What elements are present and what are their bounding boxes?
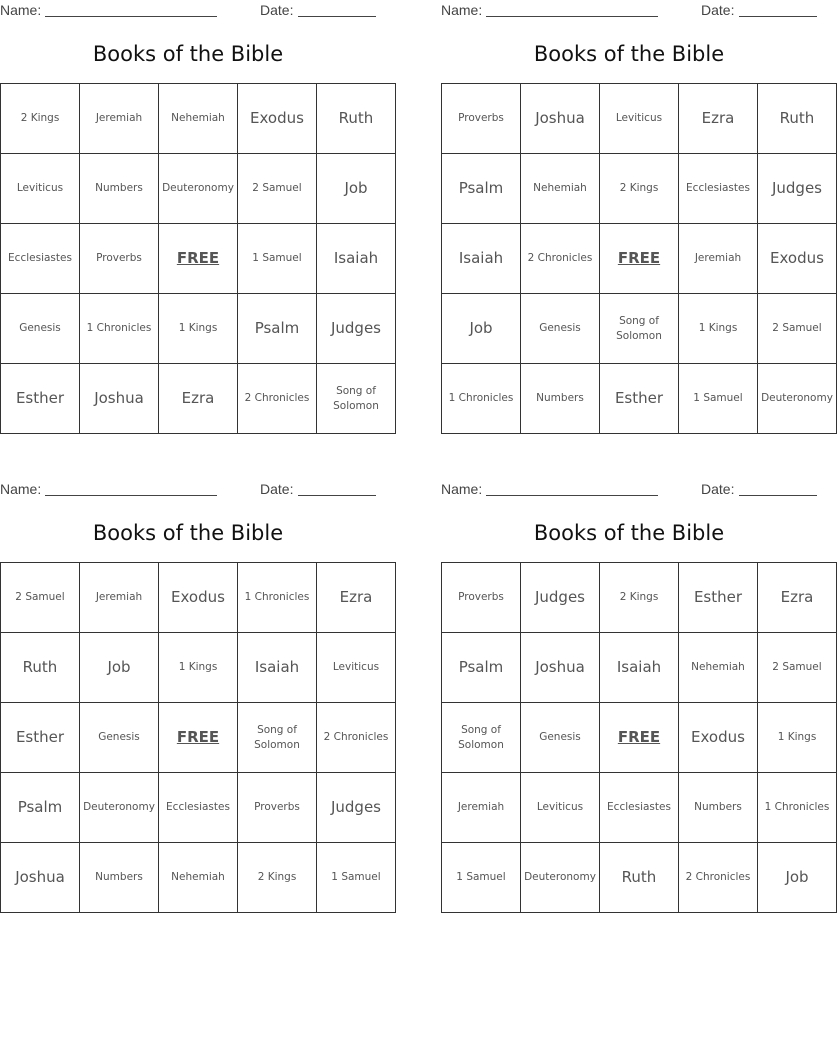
free-space: FREE bbox=[159, 703, 238, 773]
bingo-cell: Proverbs bbox=[442, 84, 521, 154]
bingo-cell: 1 Kings bbox=[159, 294, 238, 364]
grid-row bbox=[442, 633, 837, 703]
bingo-cell: 1 Kings bbox=[679, 294, 758, 364]
grid-row bbox=[1, 154, 396, 224]
bingo-cell: 1 Samuel bbox=[679, 364, 758, 434]
bingo-cell: Song of Solomon bbox=[600, 294, 679, 364]
bingo-cell: Psalm bbox=[238, 294, 317, 364]
bingo-cell: Isaiah bbox=[317, 224, 396, 294]
grid-row bbox=[1, 773, 396, 843]
free-space: FREE bbox=[159, 224, 238, 294]
bingo-cell: Ezra bbox=[159, 364, 238, 434]
bingo-cell: Nehemiah bbox=[159, 84, 238, 154]
bingo-cell: 2 Samuel bbox=[758, 633, 837, 703]
bingo-cell: Joshua bbox=[1, 843, 80, 913]
bingo-cell: Deuteronomy bbox=[521, 843, 600, 913]
bingo-grid bbox=[0, 83, 396, 434]
bingo-cell: Joshua bbox=[521, 84, 600, 154]
bingo-cell: Jeremiah bbox=[679, 224, 758, 294]
card-title: Books of the Bible bbox=[92, 521, 284, 545]
name-date-row bbox=[441, 2, 817, 22]
bingo-cell: Song of Solomon bbox=[317, 364, 396, 434]
bingo-cell: Numbers bbox=[679, 773, 758, 843]
date-label: Date: bbox=[701, 2, 735, 18]
grid-row bbox=[1, 563, 396, 633]
bingo-cell: Leviticus bbox=[600, 84, 679, 154]
bingo-cell: 2 Samuel bbox=[1, 563, 80, 633]
grid-row bbox=[442, 773, 837, 843]
bingo-cell: Esther bbox=[1, 703, 80, 773]
bingo-cell: Deuteronomy bbox=[758, 364, 837, 434]
bingo-cell: 1 Samuel bbox=[317, 843, 396, 913]
bingo-cell: Genesis bbox=[1, 294, 80, 364]
bingo-cell: 1 Samuel bbox=[442, 843, 521, 913]
name-date-row bbox=[0, 2, 376, 22]
bingo-cell: Judges bbox=[521, 563, 600, 633]
bingo-cell: Job bbox=[442, 294, 521, 364]
bingo-cell: Job bbox=[80, 633, 159, 703]
bingo-cell: Ezra bbox=[758, 563, 837, 633]
bingo-cell: Joshua bbox=[80, 364, 159, 434]
grid-row bbox=[1, 294, 396, 364]
grid-row bbox=[1, 633, 396, 703]
name-blank-line bbox=[486, 16, 658, 17]
date-blank-line bbox=[298, 495, 376, 496]
bingo-cell: Proverbs bbox=[238, 773, 317, 843]
date-blank-line bbox=[298, 16, 376, 17]
bingo-cell: Isaiah bbox=[442, 224, 521, 294]
bingo-cell: Exodus bbox=[159, 563, 238, 633]
grid-row bbox=[1, 843, 396, 913]
bingo-grid bbox=[441, 83, 837, 434]
bingo-cell: Genesis bbox=[521, 294, 600, 364]
bingo-cell: Numbers bbox=[80, 843, 159, 913]
bingo-cell: Ecclesiastes bbox=[1, 224, 80, 294]
name-label: Name: bbox=[441, 2, 483, 18]
grid-row bbox=[1, 224, 396, 294]
bingo-cell: Nehemiah bbox=[159, 843, 238, 913]
bingo-cell: Esther bbox=[679, 563, 758, 633]
bingo-cell: Numbers bbox=[80, 154, 159, 224]
bingo-cell: 2 Kings bbox=[600, 154, 679, 224]
card-title: Books of the Bible bbox=[92, 42, 284, 66]
grid-row bbox=[442, 563, 837, 633]
grid-row bbox=[442, 224, 837, 294]
grid-row bbox=[442, 84, 837, 154]
bingo-cell: Psalm bbox=[442, 633, 521, 703]
bingo-cell: Nehemiah bbox=[679, 633, 758, 703]
bingo-cell: Song of Solomon bbox=[442, 703, 521, 773]
bingo-cell: Joshua bbox=[521, 633, 600, 703]
grid-row bbox=[442, 364, 837, 434]
bingo-cell: 2 Kings bbox=[600, 563, 679, 633]
date-label: Date: bbox=[260, 481, 294, 497]
bingo-grid bbox=[0, 562, 396, 913]
bingo-cell: 2 Chronicles bbox=[521, 224, 600, 294]
bingo-cell: Isaiah bbox=[600, 633, 679, 703]
bingo-cell: Job bbox=[758, 843, 837, 913]
grid-row bbox=[1, 703, 396, 773]
bingo-cell: Exodus bbox=[758, 224, 837, 294]
grid-row bbox=[442, 843, 837, 913]
bingo-card bbox=[441, 0, 833, 440]
date-blank-line bbox=[739, 16, 817, 17]
date-label: Date: bbox=[260, 2, 294, 18]
date-label: Date: bbox=[701, 481, 735, 497]
bingo-cell: Deuteronomy bbox=[159, 154, 238, 224]
bingo-cell: Ecclesiastes bbox=[600, 773, 679, 843]
bingo-cell: Exodus bbox=[238, 84, 317, 154]
bingo-cell: 1 Chronicles bbox=[758, 773, 837, 843]
bingo-cell: 2 Kings bbox=[238, 843, 317, 913]
free-space: FREE bbox=[600, 703, 679, 773]
bingo-grid bbox=[441, 562, 837, 913]
bingo-cell: 1 Kings bbox=[758, 703, 837, 773]
bingo-cell: 1 Chronicles bbox=[80, 294, 159, 364]
bingo-cell: Ezra bbox=[317, 563, 396, 633]
bingo-cell: Ruth bbox=[600, 843, 679, 913]
bingo-cell: Song of Solomon bbox=[238, 703, 317, 773]
bingo-cell: Numbers bbox=[521, 364, 600, 434]
bingo-card bbox=[0, 0, 382, 440]
bingo-cell: Leviticus bbox=[1, 154, 80, 224]
bingo-cell: Psalm bbox=[442, 154, 521, 224]
bingo-cell: Ruth bbox=[758, 84, 837, 154]
name-label: Name: bbox=[0, 2, 42, 18]
bingo-cell: Genesis bbox=[521, 703, 600, 773]
free-space: FREE bbox=[600, 224, 679, 294]
grid-row bbox=[442, 154, 837, 224]
bingo-cell: Genesis bbox=[80, 703, 159, 773]
bingo-cell: Ruth bbox=[1, 633, 80, 703]
bingo-cell: 2 Kings bbox=[1, 84, 80, 154]
bingo-cell: Job bbox=[317, 154, 396, 224]
bingo-cell: Judges bbox=[758, 154, 837, 224]
bingo-cell: Ecclesiastes bbox=[679, 154, 758, 224]
bingo-cell: 1 Chronicles bbox=[238, 563, 317, 633]
bingo-cell: Ecclesiastes bbox=[159, 773, 238, 843]
bingo-cell: Jeremiah bbox=[80, 563, 159, 633]
bingo-cell: Proverbs bbox=[442, 563, 521, 633]
bingo-cell: Judges bbox=[317, 773, 396, 843]
bingo-cell: Esther bbox=[600, 364, 679, 434]
bingo-cell: Isaiah bbox=[238, 633, 317, 703]
bingo-cell: 2 Chronicles bbox=[317, 703, 396, 773]
bingo-cell: 1 Samuel bbox=[238, 224, 317, 294]
card-title: Books of the Bible bbox=[533, 42, 725, 66]
name-date-row bbox=[441, 481, 817, 501]
bingo-cell: Nehemiah bbox=[521, 154, 600, 224]
bingo-cell: Jeremiah bbox=[442, 773, 521, 843]
bingo-cell: Proverbs bbox=[80, 224, 159, 294]
bingo-cell: Jeremiah bbox=[80, 84, 159, 154]
name-blank-line bbox=[486, 495, 658, 496]
name-label: Name: bbox=[441, 481, 483, 497]
card-title: Books of the Bible bbox=[533, 521, 725, 545]
bingo-cell: Ruth bbox=[317, 84, 396, 154]
bingo-cell: Leviticus bbox=[521, 773, 600, 843]
bingo-cell: Leviticus bbox=[317, 633, 396, 703]
bingo-cell: 2 Samuel bbox=[758, 294, 837, 364]
bingo-card bbox=[0, 479, 389, 919]
bingo-cell: Deuteronomy bbox=[80, 773, 159, 843]
bingo-cell: Judges bbox=[317, 294, 396, 364]
bingo-cell: 1 Chronicles bbox=[442, 364, 521, 434]
bingo-cell: 1 Kings bbox=[159, 633, 238, 703]
grid-row bbox=[1, 84, 396, 154]
grid-row bbox=[442, 294, 837, 364]
bingo-cell: 2 Samuel bbox=[238, 154, 317, 224]
bingo-card bbox=[441, 479, 830, 919]
bingo-cell: Esther bbox=[1, 364, 80, 434]
name-blank-line bbox=[45, 495, 217, 496]
bingo-cell: 2 Chronicles bbox=[238, 364, 317, 434]
date-blank-line bbox=[739, 495, 817, 496]
grid-row bbox=[1, 364, 396, 434]
name-date-row bbox=[0, 481, 376, 501]
bingo-cell: Exodus bbox=[679, 703, 758, 773]
name-label: Name: bbox=[0, 481, 42, 497]
bingo-cell: Psalm bbox=[1, 773, 80, 843]
bingo-cell: Ezra bbox=[679, 84, 758, 154]
name-blank-line bbox=[45, 16, 217, 17]
grid-row bbox=[442, 703, 837, 773]
bingo-cell: 2 Chronicles bbox=[679, 843, 758, 913]
